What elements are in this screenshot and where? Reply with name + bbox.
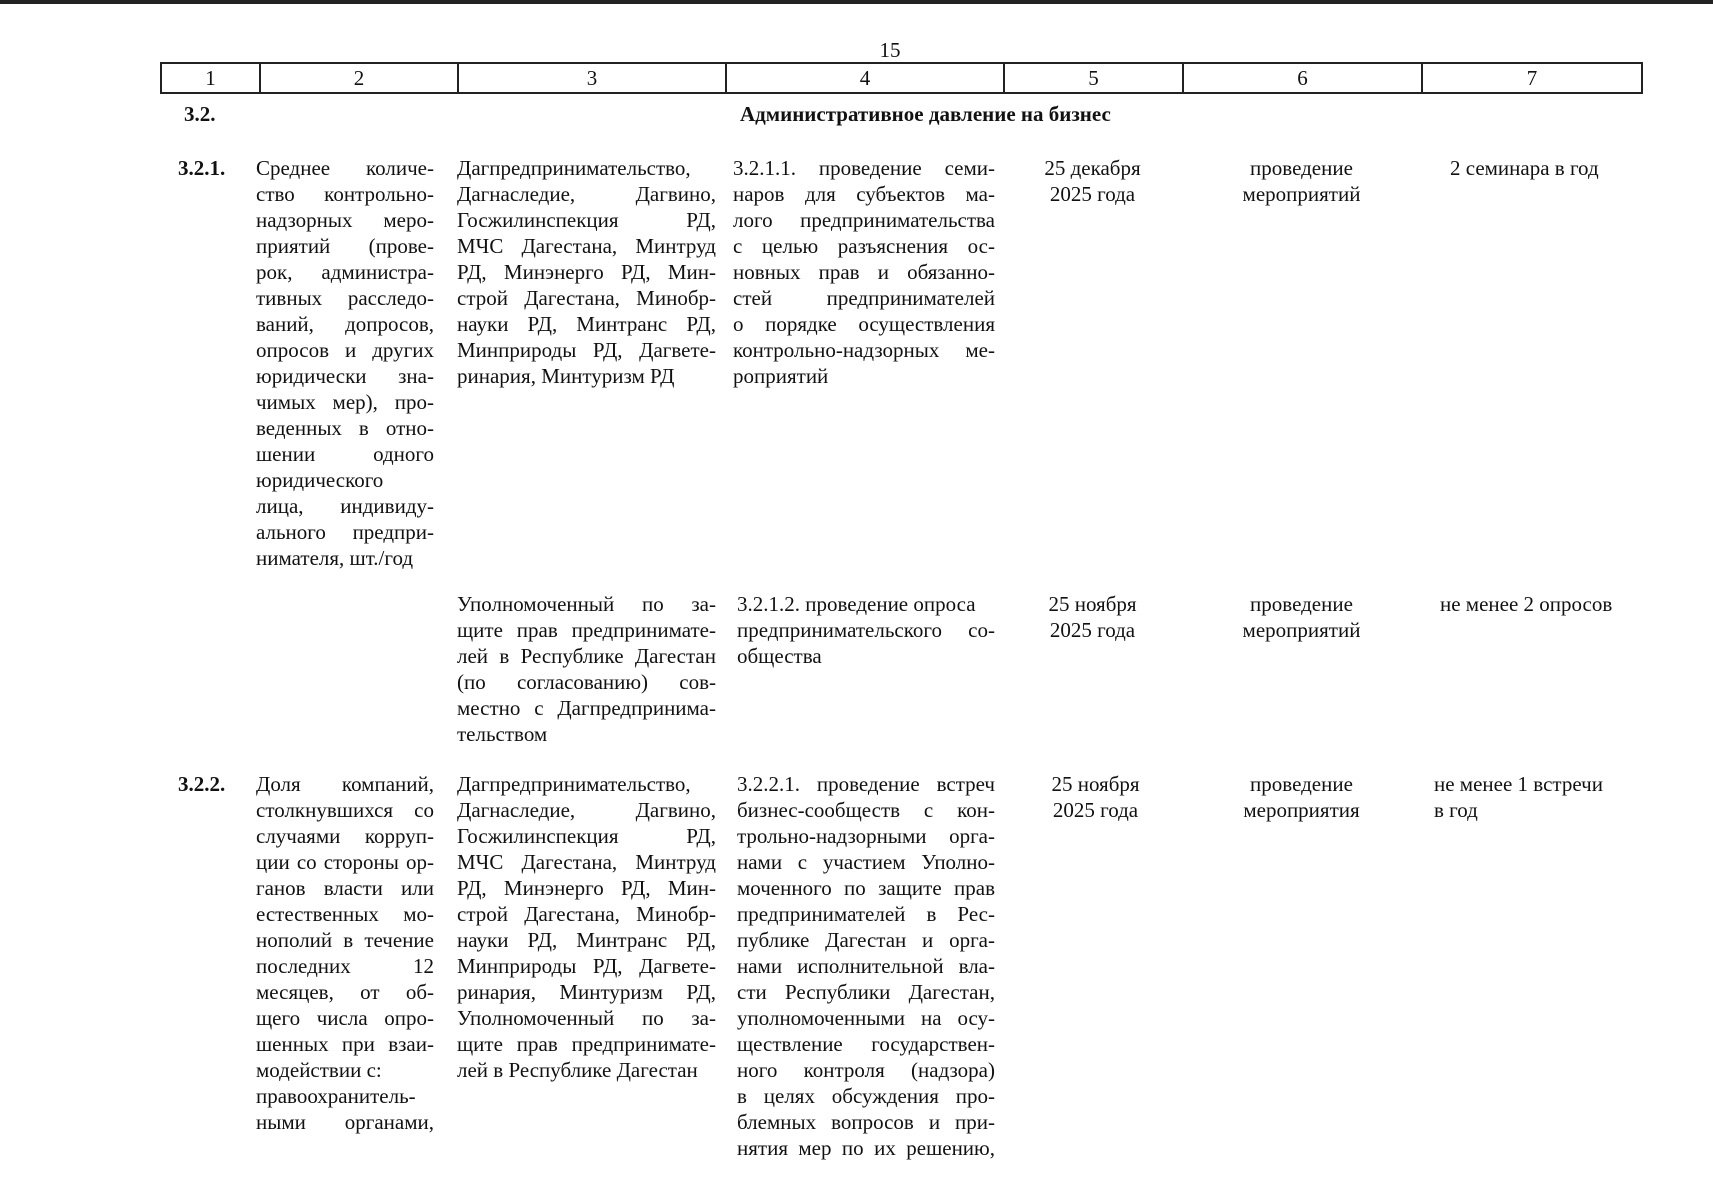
column-header-5: 5 xyxy=(1003,64,1182,92)
deadline-cell: 25 ноября 2025 года xyxy=(1048,592,1137,642)
column-header-7: 7 xyxy=(1421,64,1643,92)
deadline-cell: 25 декабря 2025 года xyxy=(1044,156,1141,206)
row-number: 3.2.1. xyxy=(178,156,226,180)
page-number: 15 xyxy=(879,38,901,62)
column-header-6: 6 xyxy=(1182,64,1421,92)
target-cell: не менее 1 встречи в год xyxy=(1434,772,1603,822)
section-number: 3.2. xyxy=(184,102,216,126)
section-title: Административное давление на бизнес xyxy=(740,102,1111,126)
measure-cell: 3.2.2.1. проведение встреч бизнес-сообществ с кон- трольно-надзорными орга- нами с участием Уполно- моченного по защите прав предпринимателей в Рес- публике Дагестан и орга- нами исполнительной вла- сти Республики Дагестан, уполномоченными на осу- ществление государствен- ного контроля (надзора) в целях обсуждения про- блемных вопросов и при- нятия мер по их решению, xyxy=(737,772,995,1160)
result-cell: проведение мероприятия xyxy=(1243,772,1360,822)
target-cell: 2 семинара в год xyxy=(1450,156,1599,180)
deadline-cell: 25 ноября 2025 года xyxy=(1051,772,1140,822)
indicator-cell: Доля компаний, столкнувшихся со случаями корруп- ции со стороны ор- ганов власти или естественных мо- нополий в течение последних 12 месяцев, от об- щего числа опро- шенных при взаи- модействии с: правоохранитель- ными органами, xyxy=(256,772,434,1134)
result-cell: проведение мероприятий xyxy=(1242,592,1361,642)
column-header-4: 4 xyxy=(725,64,1003,92)
scan-top-edge xyxy=(0,0,1713,4)
column-header-row xyxy=(160,62,1643,94)
column-header-2: 2 xyxy=(259,64,457,92)
executor-cell: Дагпредпринимательство, Дагнаследие, Дагвино, Госжилинспекция РД, МЧС Дагестана, Минтруд РД, Минэнерго РД, Мин- строй Дагестана, Минобр- науки РД, Минтранс РД, Минприроды РД, Дагвете- ринария, Минтуризм РД xyxy=(457,156,716,388)
row-number: 3.2.2. xyxy=(178,772,226,796)
result-cell: проведение мероприятий xyxy=(1242,156,1361,206)
executor-cell: Дагпредпринимательство, Дагнаследие, Дагвино, Госжилинспекция РД, МЧС Дагестана, Минтруд РД, Минэнерго РД, Мин- строй Дагестана, Минобр- науки РД, Минтранс РД, Минприроды РД, Дагвете- ринария, Минтуризм РД, Уполномоченный по за- щите прав предпринимате- лей в Республике Дагестан xyxy=(457,772,716,1082)
indicator-cell: Среднее количе- ство контрольно- надзорных меро- приятий (прове- рок, администра- тивных расследо- ваний, допросов, опросов и других юридически зна- чимых мер), про- веденных в отно- шении одного юридического лица, индивиду- ального предпри- нимателя, шт./год xyxy=(256,156,434,570)
target-cell: не менее 2 опросов xyxy=(1440,592,1613,616)
measure-cell: 3.2.1.2. проведение опроса предпринимательского со- общества xyxy=(737,592,995,668)
column-header-1: 1 xyxy=(160,64,259,92)
measure-cell: 3.2.1.1. проведение семи- наров для субъектов ма- лого предпринимательства с целью разъяснения ос- новных прав и обязанно- стей предпринимателей о порядке осуществления контрольно-надзорных ме- роприятий xyxy=(733,156,995,388)
column-header-3: 3 xyxy=(457,64,725,92)
executor-cell: Уполномоченный по за- щите прав предпринимате- лей в Республике Дагестан (по согласованию) сов- местно с Дагпредпринима- тельством xyxy=(457,592,716,746)
